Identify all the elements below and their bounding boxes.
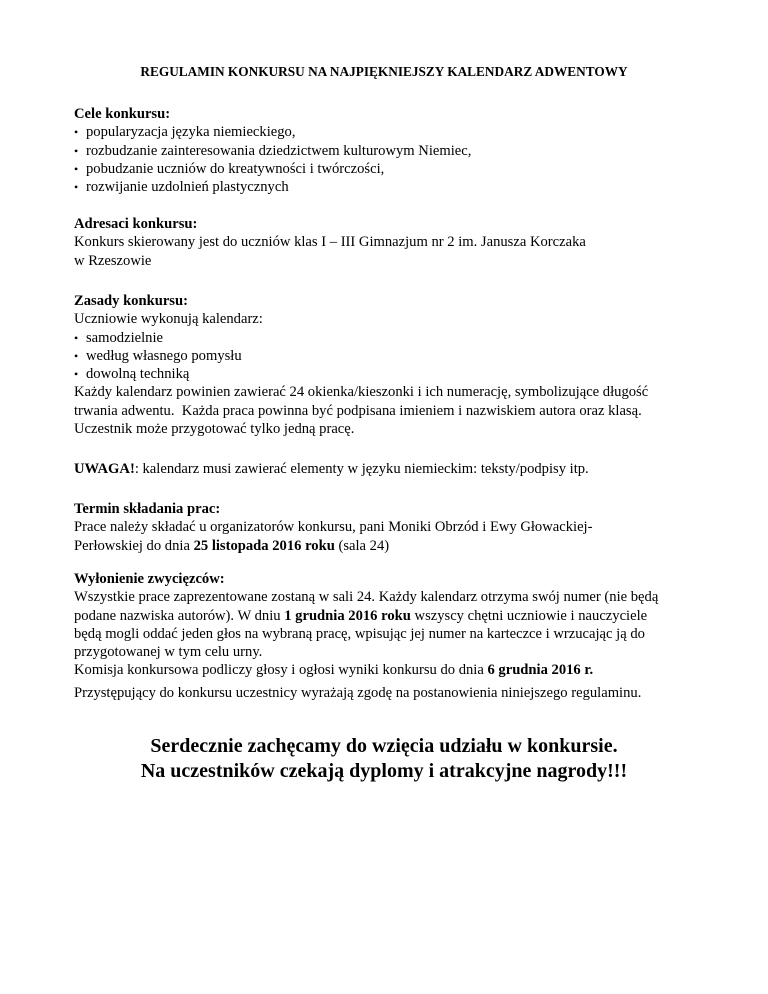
document-title: REGULAMIN KONKURSU NA NAJPIĘKNIEJSZY KALENDARZ ADWENTOWY (140, 64, 628, 79)
list-item: • pobudzanie uczniów do kreatywności i twórczości, (74, 160, 385, 177)
audience-text: Konkurs skierowany jest do uczniów klas I – III Gimnazjum nr 2 im. Janusza Korczaka (74, 234, 586, 251)
voting-date: 1 grudnia 2016 roku (284, 607, 411, 624)
bullet-icon: • (74, 330, 79, 345)
rules-list (74, 329, 714, 384)
bullet-icon: • (74, 161, 79, 176)
list-item: • według własnego pomysłu (74, 347, 242, 364)
bullet-icon: • (74, 348, 79, 363)
deadline-text: Perłowskiej do dnia 25 listopada 2016 roku (sala 24) (74, 537, 390, 554)
deadline-text: Prace należy składać u organizatorów konkursu, pani Moniki Obrzód i Ewy Głowackiej- (74, 519, 593, 536)
section-goals (74, 105, 714, 196)
rules-text: trwania adwentu. Każda praca powinna być podpisana imieniem i nazwiskiem autora oraz klasą. (74, 402, 642, 419)
list-item: • rozwijanie uzdolnień plastycznych (74, 179, 289, 196)
rules-heading: Zasady konkursu: (74, 293, 188, 309)
audience-heading: Adresaci konkursu: (74, 216, 198, 232)
rules-text: Uczestnik może przygotować tylko jedną pracę. (74, 421, 355, 438)
winners-text: podane nazwiska autorów). W dniu 1 grudnia 2016 roku wszyscy chętni uczniowie i nauczyciele (74, 607, 648, 624)
winners-heading: Wyłonienie zwycięzców: (74, 571, 225, 587)
closing-line: Na uczestników czekają dyplomy i atrakcyjne nagrody!!! (140, 760, 628, 782)
bullet-icon: • (74, 143, 79, 158)
winners-text: będą mogli oddać jeden głos na wybraną pracę, wpisując jej numer na karteczce i wrzucając ją do (74, 625, 645, 642)
bullet-icon: • (74, 180, 79, 195)
section-consent (74, 684, 714, 702)
goals-heading: Cele konkursu: (74, 106, 171, 122)
winners-text: Wszystkie prace zaprezentowane zostaną w sali 24. Każdy kalendarz otrzyma swój numer (nie będą (74, 589, 659, 606)
warning-text: UWAGA!: kalendarz musi zawierać elementy w języku niemieckim: teksty/podpisy itp. (74, 461, 589, 477)
warning-label: UWAGA! (74, 461, 135, 477)
section-deadline (74, 500, 714, 555)
list-item: • popularyzacja języka niemieckiego, (74, 124, 296, 141)
list-item: • dowolną techniką (74, 366, 190, 383)
winners-text: przygotowanej w tym celu urny. (74, 644, 263, 661)
consent-text: Przystępujący do konkursu uczestnicy wyrażają zgodę na postanowienia niniejszego regulaminu. (74, 685, 642, 701)
closing-line: Serdecznie zachęcamy do wzięcia udziału w konkursie. (150, 735, 618, 757)
bullet-icon: • (74, 125, 79, 140)
rules-intro: Uczniowie wykonują kalendarz: (74, 311, 263, 328)
results-date: 6 grudnia 2016 r. (487, 662, 594, 679)
bullet-icon: • (74, 367, 79, 382)
section-warning (74, 460, 714, 478)
list-item: • rozbudzanie zainteresowania dziedzictwem kulturowym Niemiec, (74, 142, 472, 159)
deadline-heading: Termin składania prac: (74, 501, 221, 517)
closing-message (74, 734, 694, 784)
winners-text: Komisja konkursowa podliczy głosy i ogłosi wyniki konkursu do dnia 6 grudnia 2016 r. (74, 662, 594, 679)
audience-text: w Rzeszowie (74, 252, 152, 269)
section-audience (74, 215, 714, 270)
rules-text: Każdy kalendarz powinien zawierać 24 okienka/kieszonki i ich numerację, symbolizujące długość (74, 384, 649, 401)
deadline-date: 25 listopada 2016 roku (193, 537, 335, 554)
goals-list (74, 123, 714, 196)
section-rules (74, 292, 714, 438)
list-item: • samodzielnie (74, 329, 163, 346)
section-winners (74, 570, 714, 680)
